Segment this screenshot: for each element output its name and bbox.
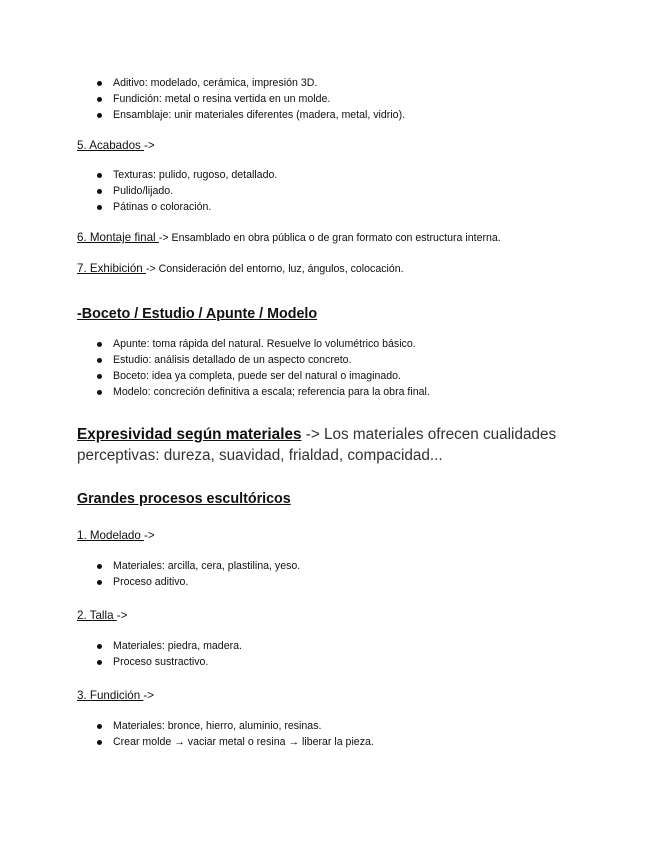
list-item: Apunte: toma rápida del natural. Resuelve lo volumétrico básico. [93,336,430,352]
expresividad-title: Expresividad según materiales [77,426,302,443]
montaje-line [77,230,501,246]
acabados-heading [77,138,155,154]
list-item: Crear molde → vaciar metal o resina → liberar la pieza. [93,734,374,750]
montaje-title: 6. Montaje final [77,231,159,244]
fundicion-arrow: -> [143,689,155,702]
list-item: Boceto: idea ya completa, puede ser del natural o imaginado. [93,368,430,384]
grandes-procesos-heading: Grandes procesos escultóricos [77,491,291,507]
expresividad-text: -> Los materiales ofrecen cualidades perceptivas: dureza, suavidad, frialdad, compacidad... [77,426,557,464]
list-item: Fundición: metal o resina vertida en un molde. [93,91,405,107]
processes-list [93,75,405,123]
exhibicion-text: -> Consideración del entorno, luz, ángulos, colocación. [145,263,404,275]
talla-arrow: -> [116,609,128,622]
modelado-heading [77,528,155,544]
list-item: Ensamblaje: unir materiales diferentes (madera, metal, vidrio). [93,107,405,123]
fundicion-title: 3. Fundición [77,689,144,702]
list-item: Materiales: bronce, hierro, aluminio, resinas. [93,718,374,734]
talla-title: 2. Talla [77,609,117,622]
list-item: Estudio: análisis detallado de un aspecto concreto. [93,352,430,368]
fundicion-heading [77,688,154,704]
exhibicion-title: 7. Exhibición [77,262,146,275]
modelado-list [93,558,300,590]
list-item: Proceso sustractivo. [93,654,242,670]
acabados-arrow: -> [144,139,155,152]
expresividad-paragraph [77,424,577,466]
list-item: Pulido/lijado. [93,183,277,199]
boceto-list [93,336,430,400]
acabados-list [93,167,277,215]
fundicion-list [93,718,374,750]
exhibicion-line [77,261,404,277]
list-item: Proceso aditivo. [93,574,300,590]
modelado-arrow: -> [144,529,155,542]
list-item: Aditivo: modelado, cerámica, impresión 3D. [93,75,405,91]
acabados-title: 5. Acabados [77,139,145,152]
talla-heading [77,608,127,624]
talla-list [93,638,242,670]
montaje-text: -> Ensamblado en obra pública o de gran formato con estructura interna. [158,232,501,244]
list-item: Materiales: piedra, madera. [93,638,242,654]
list-item: Pátinas o coloración. [93,199,277,215]
modelado-title: 1. Modelado [77,529,145,542]
list-item: Modelo: concreción definitiva a escala; referencia para la obra final. [93,384,430,400]
list-item: Texturas: pulido, rugoso, detallado. [93,167,277,183]
list-item: Materiales: arcilla, cera, plastilina, yeso. [93,558,300,574]
boceto-heading: -Boceto / Estudio / Apunte / Modelo [77,306,318,322]
